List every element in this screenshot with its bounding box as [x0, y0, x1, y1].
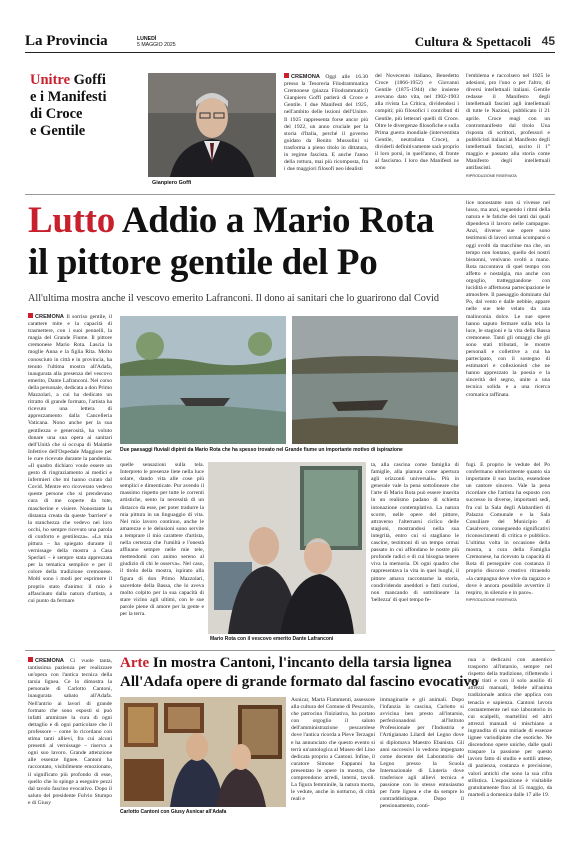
photo-rota-with-bishop-illustration	[208, 462, 366, 634]
river-painting-1-illustration	[120, 316, 286, 444]
story-divider-2	[25, 650, 555, 651]
unitre-headline	[30, 72, 148, 140]
portrait-illustration	[148, 73, 276, 177]
cantoni-headline-line-2: All'Adafa opere di grande formato dal fascino evocativo	[120, 674, 479, 690]
unitre-headline-line-4: e Gentile	[30, 123, 86, 139]
unitre-body-col-1	[284, 73, 368, 189]
unitre-kicker: Unitre	[30, 72, 71, 88]
unitre-body-text-3: l'emblema e raccolsero nel 1925 le adesioni, pro l'uno o per l'altro, di diversi intellettuali italiani. Gentile redasse il Manifesto degli intellettuali fascisti agli intellettuali di tutte le Nazioni, pubblicato il 21 aprile. Croce reagì con un contromanifesto dal titolo Una risposta di scrittori, professori e pubblicisti italiani al Manifesto degli intellettuali fascisti, uscito il 1° maggio e passato alla storia come Manifesto degli intellettuali antifascisti.	[466, 73, 550, 172]
cantoni-body-col-2: Asnicar, Marta Flammenti, assessore alla cultura del Comune di Pescarolo, che patrocina l'iniziativa, ha portato con orgoglio il saluto dell'amministrazione pescarolese dove l'antica ricorda a Pieve Terzagni e ha annunciato che questo evento si terrà un'antologica al Museo del Lino dedicata proprio a Cantoni. Infine, il curatore Simone Fappanni ha presentato le opere in mostra, che comprendono arredi, interni, tavoli. La figura femminile, la natura morta, le vedute, anche in notturno, di città reali e	[291, 697, 375, 803]
river-painting-2-illustration	[292, 316, 458, 444]
rota-body-col-5	[466, 462, 550, 646]
unitre-body-col-3	[466, 73, 550, 189]
unitre-body-col-2: del Novecento italiano, Benedetto Croce (1866-1952) e Giovanni Gentile (1875-1944) che insieme avevano dato vita, nel 1902-1903 alla rivista La Critica, dividendosi i compiti; più filosofici i contributi di Gentile, più letterari quelli di Croce. Oltre le divergenze filosofiche e sulla Prima guerra mondiale (interventista Gentile, neutralista Croce), a dividerli definitivamente sarà proprio il loro porsi, in quell'anno, di fronte al fascismo. I loro due Manifesti ne sono	[375, 73, 459, 172]
unitre-headline-line-2: e i Manifesti	[30, 89, 107, 105]
photo-cantoni-exhibition	[120, 697, 286, 807]
rota-headline	[28, 200, 458, 284]
photo-caption-goffi: Gianpiero Goffi	[152, 180, 192, 186]
masthead	[25, 30, 555, 53]
cantoni-kicker: Arte	[120, 655, 150, 671]
rota-body-col-3: quelle sensazioni sulla tela. Interpreto le presenze liete nella luce solare, dando vita alle cose più semplici e dimenticate. Pur avendo il massimo rispetto per tutte le correnti artistiche, sento la necessità di un distacco da esse, per poter tradurre la mia pittura in un linguaggio di vita. Nel mio lavoro continuo, anche le amarezze e le delusioni sono servite a temprare il mio carattere d'artista, nella certezza che l'umiltà e l'onestà affinano sempre nelle mie tele, mettendomi con animo sereno al giudizio di chi le osserva». Nel caso, il titolo della mostra, ispirato alla figura di don Primo Mazzolari, sacerdote della Bassa, che lo aveva molto colpito per la sua capacità di stare vicino agli ultimi, con le sue parole piene di amore per la gente e per la terra.	[120, 462, 204, 617]
rota-body-text-1: Il sorriso gentile, il carattere mite e la capacità di trasmettere, con i suoi pennelli, la magia del Grande Fiume. Il pittore cremonese Mario Rota. Lascia la moglie Anna e la figlia Rita. Molto conosciuto in città e in provincia, ha tenuto l'ultima mostra all'Adafa, inaugurata alla presenza del vescovo emerito, Dante Lafranconi. Nel corso della personale, dedicata a don Primo Mazzolari, a cui ha dedicato un ritratto di grande formato, l'artista ha ricevuto una lettera di apprezzamento dalla Cancelleria Vaticana. Nono anche per la sua gentilezza e generosità, ha voluto donare una sua opera ai sanitari dell'Unità che si occupa di Malattie Infettive dell'Ospedale Maggiore per le cure ricevute durante la pandemia. «Il quadro dichiaro voule essere un gesto di ringraziamento ai medici e infermieri che mi hanno curato dal Covid. Mentre ero ricoverato vedevo queste persone che si prendevano cura di me coperte da tute, mascherine e visiere. Nonostante la distanza creata da queste 'barriere' e la stanchezza che vedevo nei loro occhi, ho sempre ricevuto una parola di conforto e gentilezza». «La mia pittura – ha spiegato durante il vernissage della mostra a Casa Sperlari – è sempre stata apprezzata per la tematica semplice e per il colore della tradizione cremonese. Molti sono i modi per esprimere il proprio stato d'animo: il mio è affascinato dalla natura d'artista, a cui punto da fermare	[28, 314, 112, 604]
rota-subhead: All'ultima mostra anche il vescovo emerito Lafranconi. Il dono ai sanitari che lo guarirono dal Covid	[28, 293, 439, 304]
section-title: Cultura & Spettacoli	[414, 34, 531, 49]
photo-caption-rota-bishop: Mario Rota con il vescovo emerito Dante Lafranconi	[210, 636, 334, 642]
river-painting-1	[120, 316, 286, 444]
unitre-headline-line-1: Goffi	[73, 72, 106, 88]
page-number: 45	[541, 34, 555, 48]
river-painting-2	[292, 316, 458, 444]
rota-dateline: CREMONA	[35, 314, 64, 320]
cantoni-headline-line-1: In mostra Cantoni, l'incanto della tarsia lignea	[152, 655, 452, 671]
cantoni-body-text-1: Ci vuole tanta, tantissima pazienza per realizzare un'opera con l'antica tecnica della tarsia lignea. Ce lo dimostra la personale di Carlotto Cantoni, inaugurata sabato all'Adafa. Nell'antrio ai lavori di grande formato che sono esposti si può infatti ammirare la cura di ogni dettaglio e di ogni particolare che il professore – come lo ricordano con stima tanti allievi, fra cui alcuni presenti al vernissage – riserva a ogni suo lavoro. Grande attenzione alle essenze lignee. Cantoni ha raccontato, visibilmente emozionato, il significato più profondo di esse, quello che lo spinge a eseguire pezzi dal tavolo fascino evocativo. Dopo il saluto del presidente Fulvio Stumpo e di Giusy	[28, 658, 112, 806]
unitre-credit: RIPRODUZIONE RISERVATA	[466, 174, 517, 179]
cantoni-dateline: CREMONA	[35, 658, 64, 664]
rota-body-col-1	[28, 313, 112, 643]
rota-body-col-4: ta, alla cascina come famiglia di famiglie, alla pianura come apertura agli orizzonti universali». Più in generale vale la pena sottolineare che l'arte di Mario Rota può essere inserita in un realismo padano di schietta intonazione contemplativa. La natura scorre, nelle opere del pittore, attraverso l'alternarsi ciclico delle stagioni, mostrandosi nella sua integrità, entro cui si stagliano le cascine, testimoni di un tempo ormai passato in cui affondano le nostre più profonde radici e di cui bisogna tenere viva la memoria. Di ogni quadro che rappresentava la vita in quei luoghi, il pittore amava raccontarne la storia, condividendo aneddoti o fatti curiosi, non mancando di sottolineare la 'bellezza' di quel tempo fe-	[371, 462, 459, 603]
rota-headline-line-1: Addio a Mario Rota	[121, 200, 434, 241]
unitre-dateline: CREMONA	[291, 74, 320, 80]
rota-kicker: Lutto	[28, 200, 115, 241]
unitre-headline-line-3: di Croce	[30, 106, 83, 122]
photo-caption-cantoni: Carlotto Cantoni con Giusy Asnicar all'Adafa	[120, 809, 227, 815]
cantoni-body-col-1	[28, 657, 112, 817]
rota-credit: RIPRODUZIONE RISERVATA	[466, 597, 517, 602]
story-divider	[25, 194, 555, 195]
rota-body-text-5: fugi. E proprio le vedute del Po confermano ulteriormente quanto sia importante il suo lascito, essendone un cantore sincero. Vale la pena ricordare che l'artista ha esposto con successo in diverse, importanti sedi, fra cui la Sala degli Alabardieri di Palazzo Comunale e la Sala Consiliare del Municipio di Casalvero, conseguendo significativi riconoscimenti di critica e pubblico. L'ultima volta in occasione della mostra, a cura della Famiglia Cremonese, ha ricevuto la capacità di Rota di perseguire con costanza il proprio discorso creativo ritraendo «la campagna dove vive da ragazzo e dove è ancora possibile avvertire il respiro, in silenzio e in pace».	[466, 462, 550, 596]
issue-date	[137, 36, 176, 48]
issue-weekday: LUNEDÌ	[137, 36, 157, 42]
photo-caption-river-paintings: Due paesaggi fluviali dipinti da Mario Rota che ha spesso trovato nel Grande fiume un importante motivo di ispirazione	[120, 447, 403, 453]
portrait-photo-goffi	[148, 73, 276, 177]
rota-body-col-2: lice nonostante non si vivesse nel lusso, ma anzi, seguendo i ritmi della natura e le fatiche dei tanti dai quali dipendeva il lavoro nelle campagne. Anzi, diverse sue opere sono testimoni di lavori ormai scomparsi o oggi svolti da macchine ma che, un tempo non lontano, quello dei nostri bisnonni, venivano svolti a mano. Rota raccontava di quel tempo con affetto e nostalgia, ma anche con orgoglio, tratteggiandone con lucidità e affettuosa partecipazione le atmosfere. Il paesaggio dominato dal Po, dal vento e dalle nebbie, appare nelle sue tele velato da una malinconia dolce. Le sue opere hanno saputo fermare sulla tela la luce, le stagioni e la vita della Bassa cremonese. Tanti gli omaggi che gli sono stati tributati, le mostre personali e collettive a cui ha partecipato, con il sostegno di estimatori e collezionisti che ne hanno apprezzato la poesia e la sincerità del segno, unite a una tecnica solida e a una ricerca cromatica raffinata.	[466, 200, 550, 398]
photo-rota-with-bishop	[208, 462, 366, 634]
photo-cantoni-exhibition-illustration	[120, 697, 286, 807]
issue-date-text: 5 MAGGIO 2025	[137, 42, 176, 48]
newspaper-logo: La Provincia	[25, 33, 108, 49]
rota-headline-line-2: il pittore gentile del Po	[28, 242, 378, 283]
cantoni-body-col-4: nua a dedicarsi con autentico trasporto all'intarsio, sempre nel rispetto della tradizione, riflettendo i legni tinti e con il solo ausilio di attrezzi manuali, fedele all'anima tradizionale antica che applica con tenacia e sapienza. Cantoni lavora costantemente nel suo laboratorio in cui scalpelli, martellini ed altri attrezzi manuali si mischiano a ingrandita di una miriade di essenze lignee variodipinte che esotiche. Ne discendono opere uniche, dalle quali traspare la passione per questo lavoro fatto di studio e sottili attese, di pazienza, costanza e precisione, valori antichi che sono la sua cifra stilistica. L'esposizione è visitabile gratuitamente fino al 15 maggio, da martedì a domenica dalle 17 alle 19.	[468, 657, 552, 798]
unitre-body-text-1: Oggi alle 16.30 presso la Tesoreria Filodrammatica Cremonese (piazza Filodrammatici) Gianpiero Goffi parlerà di Croce e Gentile. I due Manifesti del 1925, nell'ambito delle lezioni dell'Unitre. Il 1925 rappresenta forse ancor più del 1922, un anno cruciale per la storia d'Italia, perché il governo guidato da Benito Mussolini si trasforma a pieno titolo in dittatura, in regime fascista. E anche l'anno della rottura, mai più ricomposta, fra i due maggiori filosofi neo idealisti	[284, 74, 368, 173]
cantoni-body-col-3: immaginarie e gli animali. Dopo l'infanzia in cascina, Carlotto si avvicina ben presto all'intarsio, perfezionandosi all'Istituto Professionale per l'Industria e l'Artigianato Lilardi del Legno dove si diplomava Maestro Ebanista. Gli anni successivi lo vedono impegnato come docente del Laboratorio del Legno presso la Scuola Internazionale di Liuteria dove trasferisce agli allievi tecnica e passione con lo stesso entusiasmo per l'arte lignea e che da sempre lo contraddistingue. Dopo il pensionamento, conti-	[380, 697, 464, 810]
